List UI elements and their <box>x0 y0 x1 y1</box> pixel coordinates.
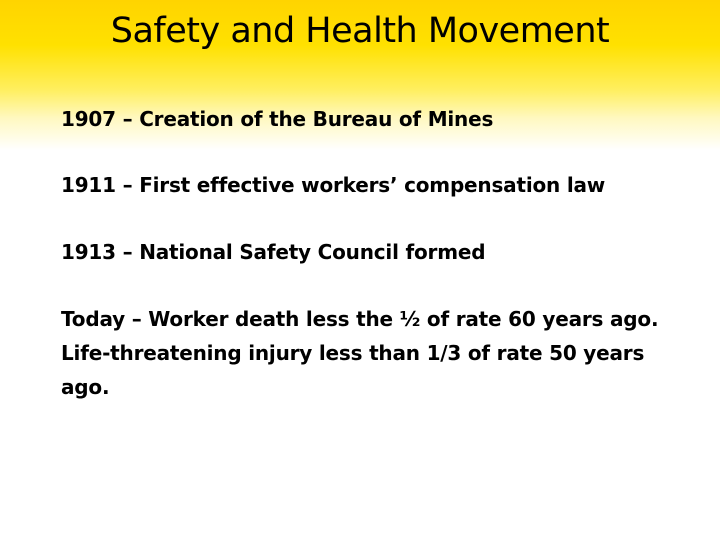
timeline-item-today: Today – Worker death less the ½ of rate 60 years ago. Life-threatening injury less than 1/3 of rate 50 years ago. <box>61 307 659 399</box>
timeline-item-1913: 1913 – National Safety Council formed <box>61 240 486 264</box>
timeline-item-1907: 1907 – Creation of the Bureau of Mines <box>61 107 494 131</box>
timeline-item-1911: 1911 – First effective workers’ compensation law <box>61 173 606 197</box>
slide-title: Safety and Health Movement <box>110 11 610 51</box>
